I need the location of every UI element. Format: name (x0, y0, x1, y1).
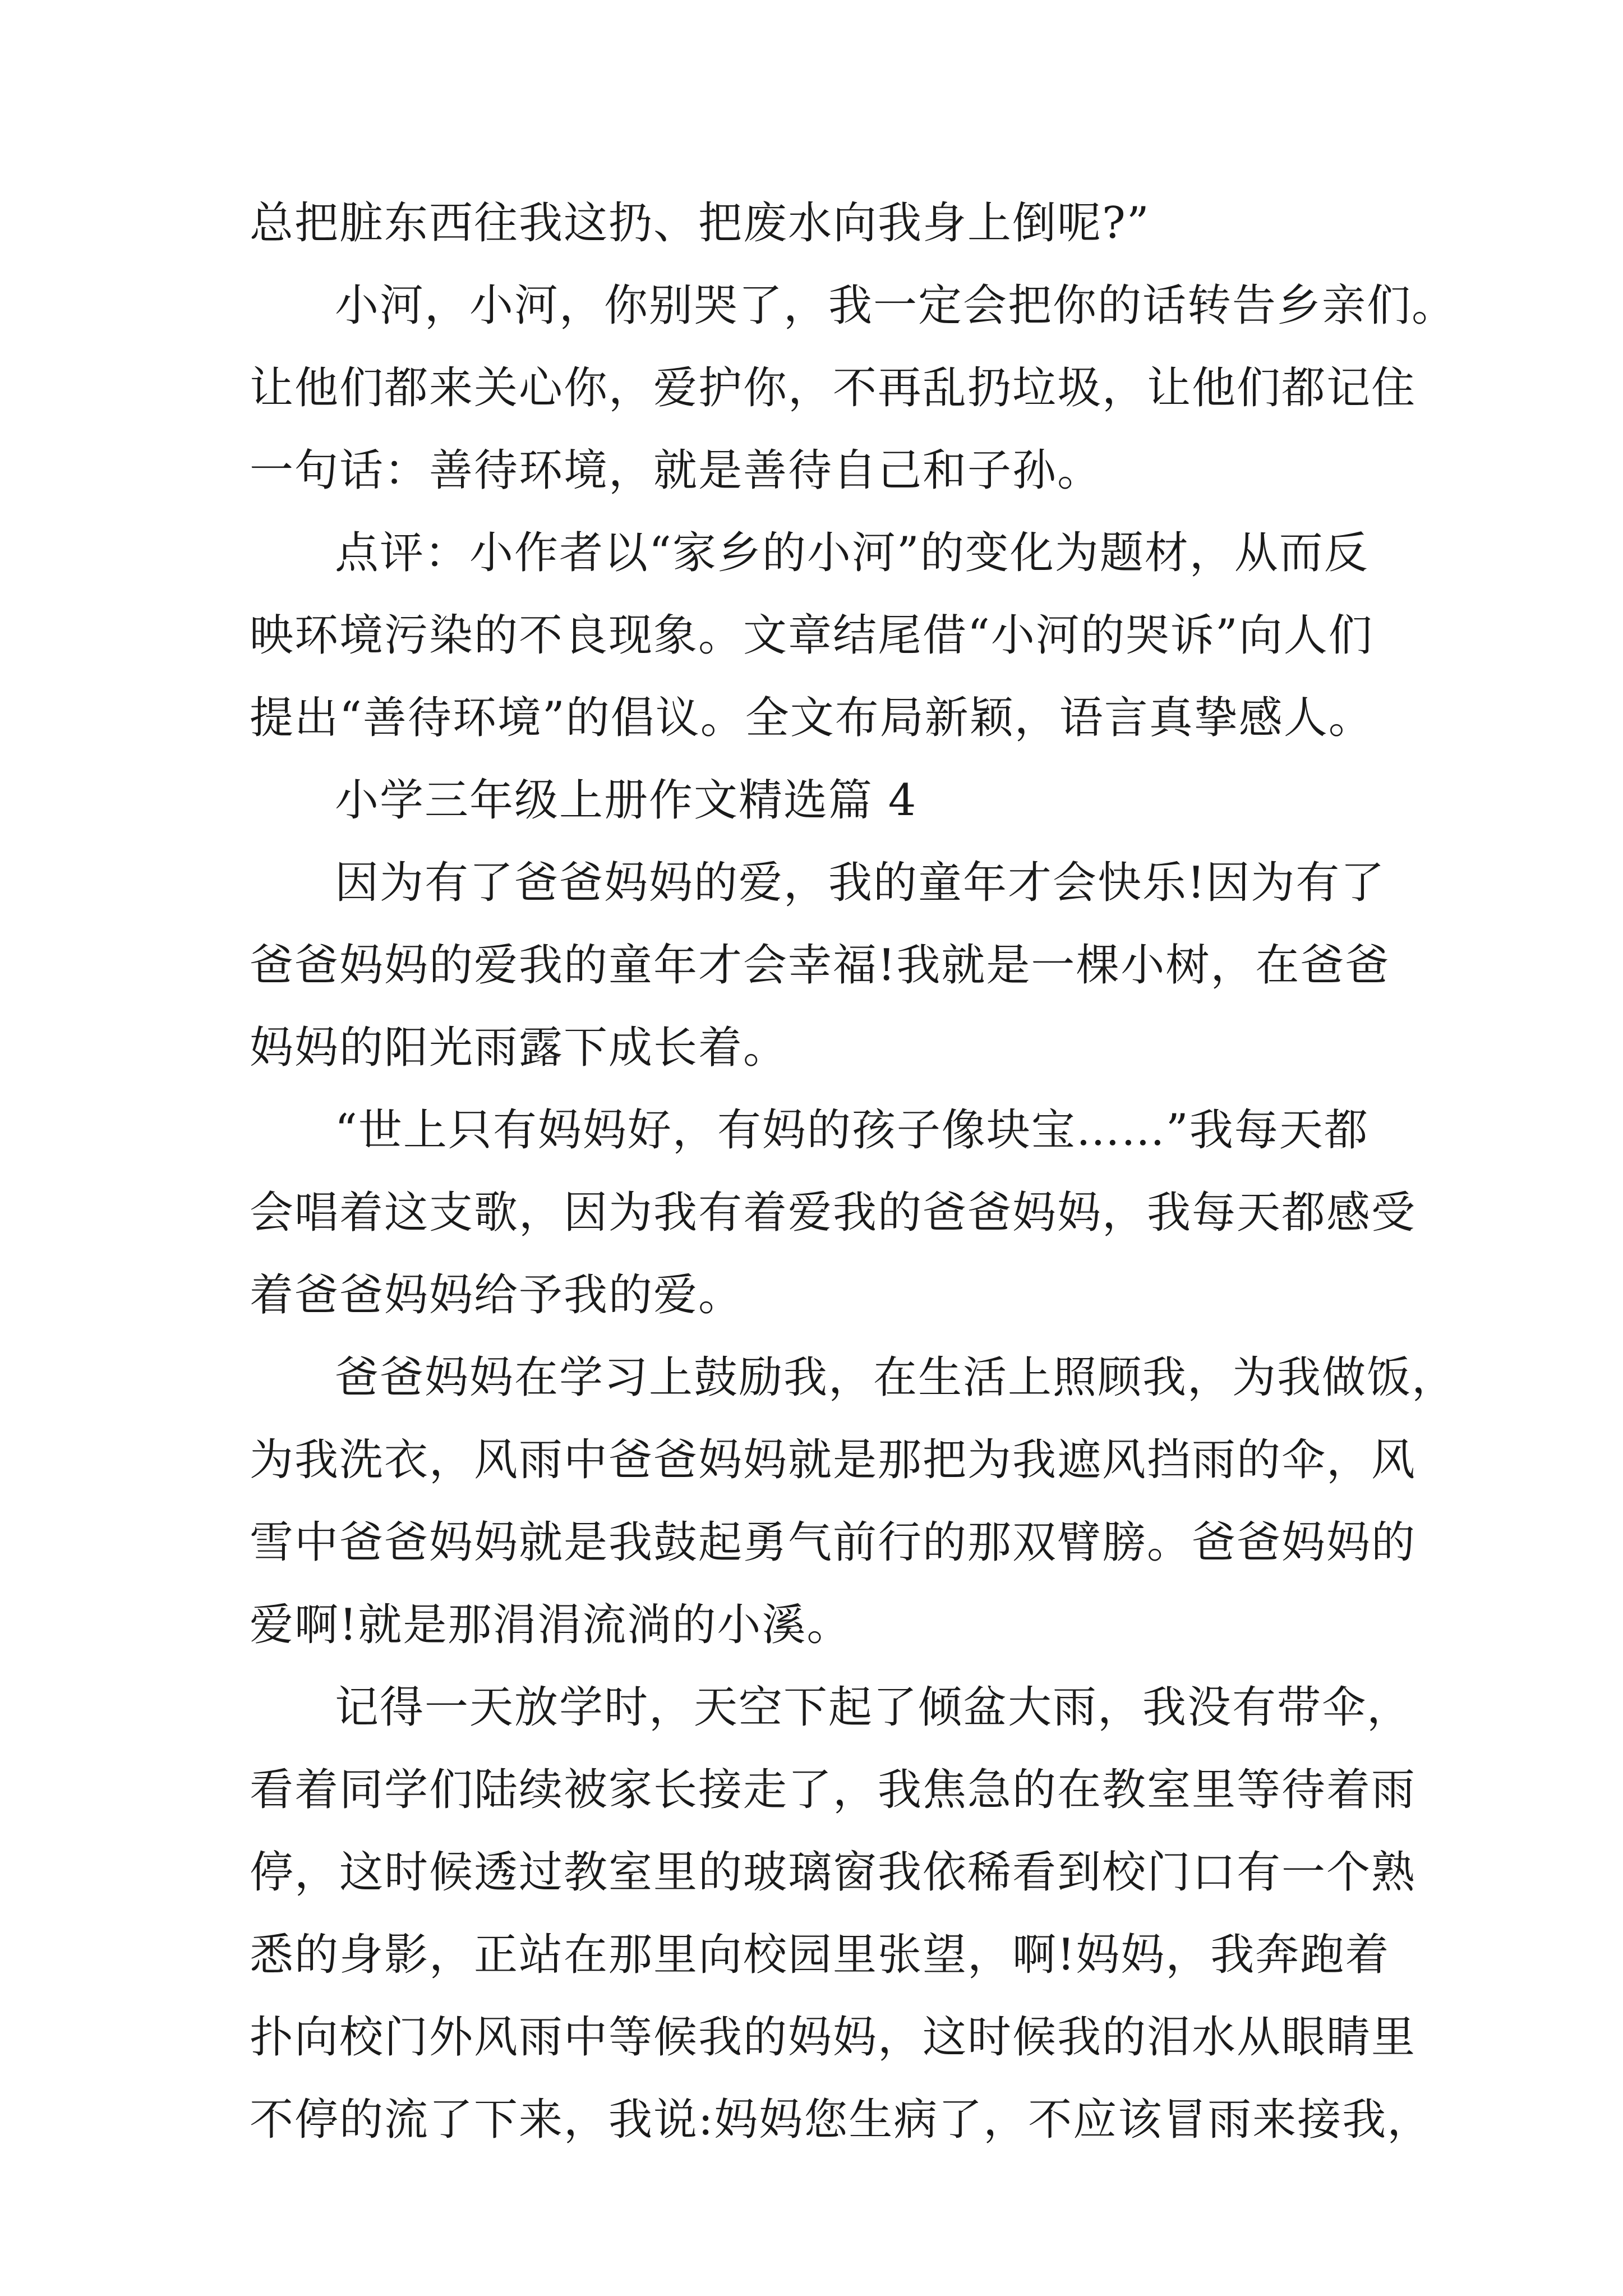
text-line: 会唱着这支歌，因为我有着爱我的爸爸妈妈，我每天都感受 (250, 1188, 1417, 1238)
text-line: 总把脏东西往我这扔、把废水向我身上倒呢?” (250, 198, 1150, 249)
text-line: “世上只有妈妈好，有妈的孩子像块宝……”我每天都 (335, 1105, 1369, 1156)
text-line: 爱啊!就是那涓涓流淌的小溪。 (250, 1600, 852, 1650)
text-line: 因为有了爸爸妈妈的爱，我的童年才会快乐!因为有了 (335, 858, 1386, 908)
text-line: 爸爸妈妈在学习上鼓励我，在生活上照顾我，为我做饭， (335, 1352, 1457, 1403)
text-line: 记得一天放学时，天空下起了倾盆大雨，我没有带伞， (335, 1682, 1412, 1733)
text-line: 让他们都来关心你，爱护你，不再乱扔垃圾，让他们都记住 (250, 363, 1417, 413)
text-line: 着爸爸妈妈给予我的爱。 (250, 1270, 744, 1320)
text-line: 雪中爸爸妈妈就是我鼓起勇气前行的那双臂膀。爸爸妈妈的 (250, 1517, 1417, 1568)
text-line: 提出“善待环境”的倡议。全文布局新颖，语言真挚感人。 (250, 693, 1373, 743)
section-heading: 小学三年级上册作文精选篇 4 (335, 775, 917, 826)
text-line: 悉的身影，正站在那里向校园里张望，啊!妈妈，我奔跑着 (250, 1930, 1390, 1980)
text-line: 爸爸妈妈的爱我的童年才会幸福!我就是一棵小树，在爸爸 (250, 940, 1390, 991)
text-line: 看着同学们陆续被家长接走了，我焦急的在教室里等待着雨 (250, 1765, 1417, 1815)
text-line: 不停的流了下来，我说:妈妈您生病了，不应该冒雨来接我， (250, 2095, 1432, 2145)
text-line: 映环境污染的不良现象。文章结尾借“小河的哭诉”向人们 (250, 610, 1373, 661)
text-line: 小河，小河，你别哭了，我一定会把你的话转告乡亲们。 (335, 280, 1457, 331)
document-body (250, 182, 1457, 2161)
text-line: 扑向校门外风雨中等候我的妈妈，这时候我的泪水从眼睛里 (250, 2012, 1417, 2063)
text-line: 妈妈的阳光雨露下成长着。 (250, 1023, 789, 1073)
text-line: 一句话：善待环境，就是善待自己和子孙。 (250, 445, 1103, 496)
text-line: 点评：小作者以“家乡的小河”的变化为题材，从而反 (335, 528, 1369, 578)
text-line: 为我洗衣，风雨中爸爸妈妈就是那把为我遮风挡雨的伞，风 (250, 1435, 1417, 1485)
text-line: 停，这时候透过教室里的玻璃窗我依稀看到校门口有一个熟 (250, 1847, 1417, 1898)
